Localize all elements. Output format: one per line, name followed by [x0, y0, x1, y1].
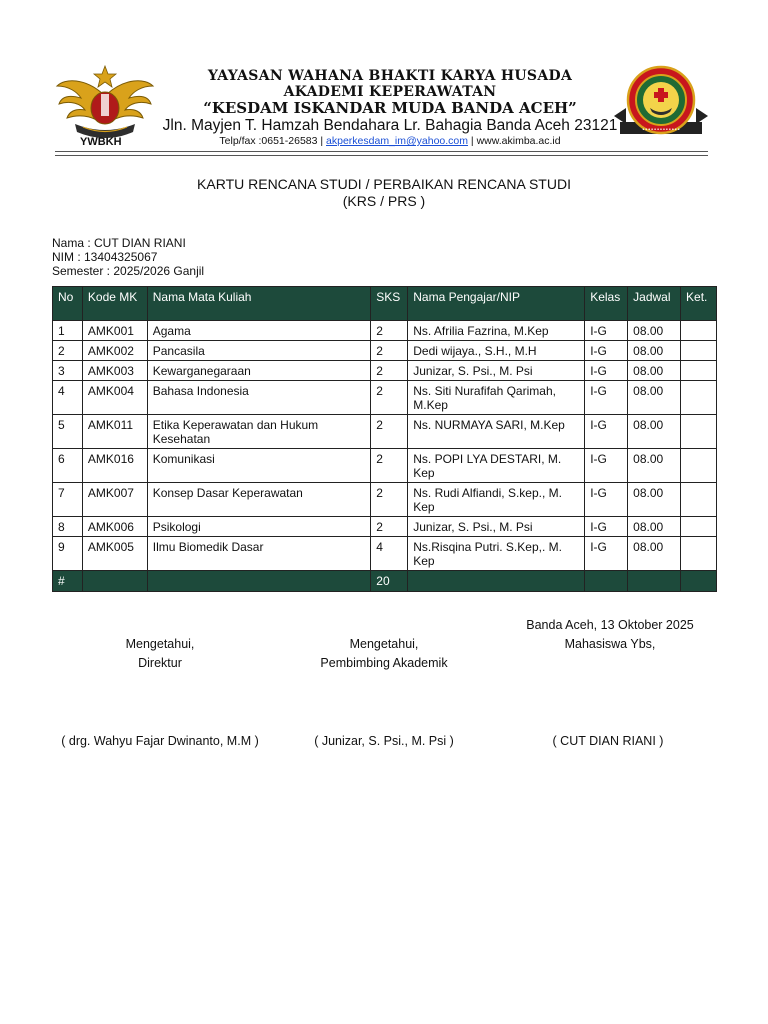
row-kelas: I-G — [585, 321, 628, 341]
header-jadwal: Jadwal — [628, 287, 681, 321]
row-sks: 4 — [371, 537, 408, 571]
director-title: Direktur — [138, 656, 182, 670]
row-kode: AMK003 — [82, 361, 147, 381]
academy-subtitle: “KESDAM ISKANDAR MUDA BANDA ACEH” — [203, 99, 577, 117]
advisor-title: Pembimbing Akademik — [320, 656, 448, 670]
row-sks: 2 — [371, 361, 408, 381]
row-kode: AMK016 — [82, 449, 147, 483]
total-cell: # — [53, 571, 83, 592]
row-jadwal: 08.00 — [628, 517, 681, 537]
row-kode: AMK007 — [82, 483, 147, 517]
table-row — [53, 537, 717, 571]
total-cell — [585, 571, 628, 592]
row-mata-kuliah: Etika Keperawatan dan Hukum Kesehatan — [147, 415, 371, 449]
table-row — [53, 361, 717, 381]
row-jadwal: 08.00 — [628, 361, 681, 381]
table-row — [53, 449, 717, 483]
row-jadwal: 08.00 — [628, 381, 681, 415]
table-row — [53, 483, 717, 517]
document-subtitle: (KRS / PRS ) — [342, 193, 426, 209]
left-logo-caption: YWBKH — [80, 136, 122, 148]
row-mata-kuliah: Pancasila — [147, 341, 371, 361]
total-cell — [82, 571, 147, 592]
row-ket — [681, 449, 717, 483]
row-jadwal: 08.00 — [628, 341, 681, 361]
row-sks: 2 — [371, 415, 408, 449]
row-ket — [681, 483, 717, 517]
row-sks: 2 — [371, 341, 408, 361]
row-kode: AMK011 — [82, 415, 147, 449]
svg-text:•••••••••••••: ••••••••••••• — [641, 127, 681, 133]
row-no: 5 — [53, 415, 83, 449]
row-jadwal: 08.00 — [628, 449, 681, 483]
total-sks: 20 — [371, 571, 408, 592]
row-pengajar: Junizar, S. Psi., M. Psi — [408, 361, 585, 381]
advisor-label: Mengetahui, — [349, 637, 419, 651]
row-ket — [681, 537, 717, 571]
contact-website: | www.akimba.ac.id — [468, 135, 561, 147]
row-kelas: I-G — [585, 483, 628, 517]
letterhead — [0, 0, 768, 160]
row-no: 9 — [53, 537, 83, 571]
table-row — [53, 321, 717, 341]
address: Jln. Mayjen T. Hamzah Bendahara Lr. Bahagia Banda Aceh 23121 — [162, 117, 618, 134]
table-row — [53, 381, 717, 415]
row-kelas: I-G — [585, 537, 628, 571]
row-kelas: I-G — [585, 517, 628, 537]
header-pengajar: Nama Pengajar/NIP — [408, 287, 585, 321]
row-no: 8 — [53, 517, 83, 537]
row-mata-kuliah: Konsep Dasar Keperawatan — [147, 483, 371, 517]
header-ket: Ket. — [681, 287, 717, 321]
row-kelas: I-G — [585, 449, 628, 483]
row-kelas: I-G — [585, 415, 628, 449]
total-cell — [408, 571, 585, 592]
table-row — [53, 341, 717, 361]
row-mata-kuliah: Komunikasi — [147, 449, 371, 483]
row-kode: AMK001 — [82, 321, 147, 341]
row-kode: AMK006 — [82, 517, 147, 537]
row-pengajar: Ns. Rudi Alfiandi, S.kep., M. Kep — [408, 483, 585, 517]
contact-phone: Telp/fax :0651-26583 | — [219, 135, 327, 147]
row-ket — [681, 361, 717, 381]
row-pengajar: Ns. Siti Nurafifah Qarimah, M.Kep — [408, 381, 585, 415]
row-sks: 2 — [371, 381, 408, 415]
row-no: 1 — [53, 321, 83, 341]
row-ket — [681, 321, 717, 341]
place-date: Banda Aceh, 13 Oktober 2025 — [526, 618, 694, 632]
table-row — [53, 517, 717, 537]
row-kelas: I-G — [585, 341, 628, 361]
row-mata-kuliah: Ilmu Biomedik Dasar — [147, 537, 371, 571]
row-mata-kuliah: Bahasa Indonesia — [147, 381, 371, 415]
akper-seal-icon — [612, 64, 710, 144]
student-nim: NIM : 13404325067 — [52, 250, 158, 264]
row-sks: 2 — [371, 483, 408, 517]
institution-heading — [160, 68, 620, 148]
advisor-name: ( Junizar, S. Psi., M. Psi ) — [314, 734, 454, 748]
director-label: Mengetahui, — [125, 637, 195, 651]
header-kode: Kode MK — [82, 287, 147, 321]
row-mata-kuliah: Agama — [147, 321, 371, 341]
row-ket — [681, 381, 717, 415]
row-jadwal: 08.00 — [628, 537, 681, 571]
total-cell — [147, 571, 371, 592]
row-kode: AMK004 — [82, 381, 147, 415]
student-sign-name: ( CUT DIAN RIANI ) — [552, 734, 664, 748]
student-semester: Semester : 2025/2026 Ganjil — [52, 264, 205, 278]
course-table — [52, 286, 717, 592]
header-kelas: Kelas — [585, 287, 628, 321]
header-divider — [55, 151, 708, 152]
header-no: No — [53, 287, 83, 321]
contact-line — [160, 135, 620, 148]
row-ket — [681, 517, 717, 537]
row-no: 4 — [53, 381, 83, 415]
total-cell — [681, 571, 717, 592]
table-total-row — [53, 571, 717, 592]
row-pengajar: Dedi wijaya., S.H., M.H — [408, 341, 585, 361]
row-kelas: I-G — [585, 361, 628, 381]
row-kode: AMK002 — [82, 341, 147, 361]
academy-name: AKADEMI KEPERAWATAN — [283, 84, 497, 100]
row-sks: 2 — [371, 517, 408, 537]
row-no: 6 — [53, 449, 83, 483]
header-sks: SKS — [371, 287, 408, 321]
row-pengajar: Ns. POPI LYA DESTARI, M. Kep — [408, 449, 585, 483]
row-kelas: I-G — [585, 381, 628, 415]
student-sign-label: Mahasiswa Ybs, — [564, 637, 656, 651]
foundation-name: YAYASAN WAHANA BHAKTI KARYA HUSADA — [207, 68, 573, 84]
document-title: KARTU RENCANA STUDI / PERBAIKAN RENCANA STUDI — [197, 176, 571, 192]
table-row — [53, 415, 717, 449]
row-sks: 2 — [371, 321, 408, 341]
student-name: Nama : CUT DIAN RIANI — [52, 236, 186, 250]
row-pengajar: Ns. NURMAYA SARI, M.Kep — [408, 415, 585, 449]
table-header-row — [53, 287, 717, 321]
row-no: 3 — [53, 361, 83, 381]
email-link[interactable]: akperkesdam_im@yahoo.com — [326, 135, 469, 147]
row-pengajar: Ns.Risqina Putri. S.Kep,. M. Kep — [408, 537, 585, 571]
row-mata-kuliah: Kewarganegaraan — [147, 361, 371, 381]
row-ket — [681, 341, 717, 361]
header-divider-thin — [55, 155, 708, 156]
row-kode: AMK005 — [82, 537, 147, 571]
row-ket — [681, 415, 717, 449]
row-no: 7 — [53, 483, 83, 517]
total-cell — [628, 571, 681, 592]
row-jadwal: 08.00 — [628, 321, 681, 341]
director-name: ( drg. Wahyu Fajar Dwinanto, M.M ) — [61, 734, 259, 748]
header-mata-kuliah: Nama Mata Kuliah — [147, 287, 371, 321]
row-no: 2 — [53, 341, 83, 361]
row-pengajar: Junizar, S. Psi., M. Psi — [408, 517, 585, 537]
row-pengajar: Ns. Afrilia Fazrina, M.Kep — [408, 321, 585, 341]
row-jadwal: 08.00 — [628, 415, 681, 449]
row-sks: 2 — [371, 449, 408, 483]
row-mata-kuliah: Psikologi — [147, 517, 371, 537]
row-jadwal: 08.00 — [628, 483, 681, 517]
